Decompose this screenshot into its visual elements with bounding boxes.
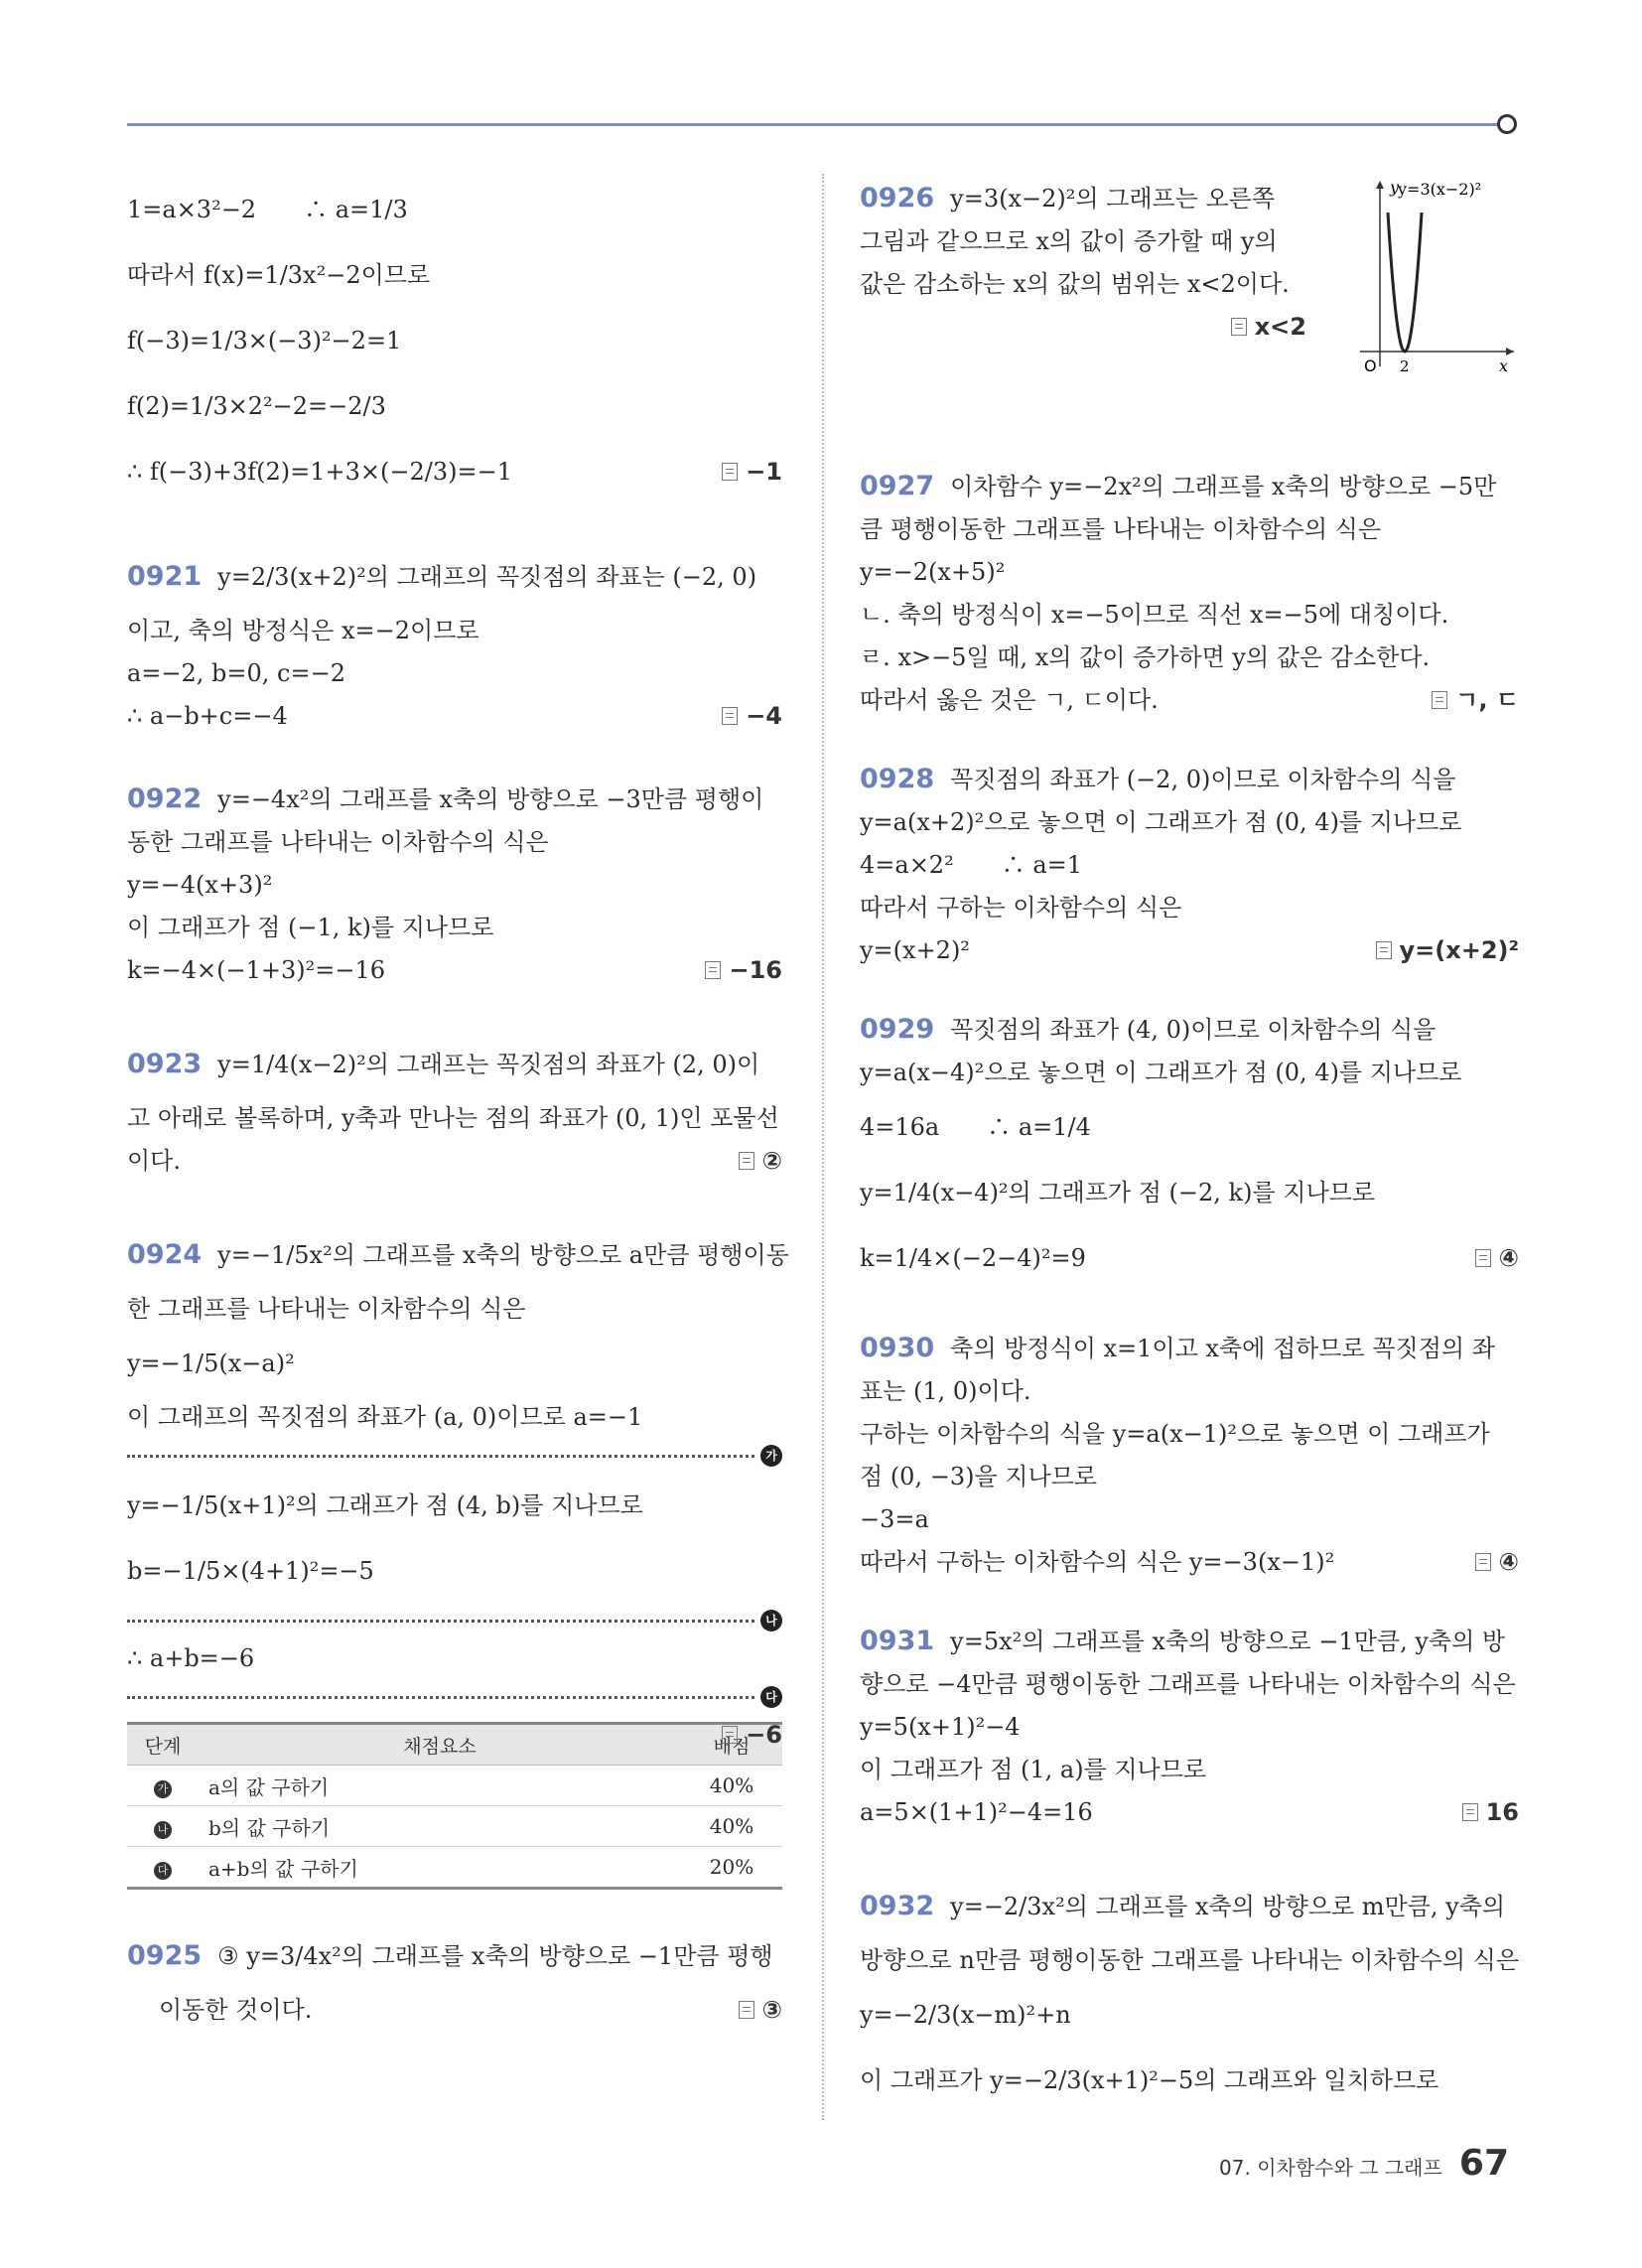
- text-line: [127, 544, 782, 610]
- text-line: y=a(x+2)²으로 놓으면 이 그래프가 점 (0, 4)를 지나므로: [860, 808, 1462, 836]
- step-marker: 가: [154, 1780, 172, 1798]
- step-marker: 가: [760, 1445, 782, 1467]
- answer: [1475, 1541, 1519, 1584]
- text-line: [860, 177, 1519, 220]
- problem-number: 0923: [127, 1049, 203, 1079]
- answer-icon: [722, 1726, 738, 1744]
- text-line: [860, 1620, 1519, 1663]
- answer-icon: [705, 961, 721, 979]
- line-text: y=5x²의 그래프를 x축의 방향으로 −1만큼, y축의 방: [950, 1628, 1506, 1655]
- text-line: 이 그래프가 y=−2/3(x+1)²−5의 그래프와 일치하므로: [860, 2066, 1439, 2094]
- problem-0926: [860, 177, 1519, 425]
- step-divider: [127, 1439, 782, 1473]
- text-line: 4=16a ∴ a=1/4: [860, 1113, 1091, 1141]
- text-line: y=−4(x+3)²: [127, 871, 273, 899]
- text-line: [860, 465, 1519, 508]
- answer: [722, 1714, 782, 1757]
- problem-number: 0926: [860, 183, 935, 213]
- table-cell: 40%: [681, 1806, 782, 1847]
- text-line: [860, 1008, 1519, 1052]
- answer-icon: [1432, 691, 1447, 709]
- text-line: 동한 그래프를 나타내는 이차함수의 식은: [127, 828, 549, 856]
- text-line: y=5(x+1)²−4: [860, 1713, 1021, 1741]
- answer-value: −4: [746, 702, 782, 730]
- text-line: a=−2, b=0, c=−2: [127, 659, 345, 687]
- problem-0930: [860, 1327, 1519, 1584]
- line-text: 축의 방정식이 x=1이고 x축에 접하므로 꼭짓점의 좌: [950, 1335, 1495, 1362]
- text-line: 점 (0, −3)을 지나므로: [860, 1463, 1097, 1490]
- line-text: 꼭짓점의 좌표가 (−2, 0)이므로 이차함수의 식을: [950, 766, 1456, 793]
- problem-0925: [127, 1923, 782, 2032]
- problem-0931: [860, 1620, 1519, 1834]
- answer-value: −16: [729, 956, 782, 984]
- table-header: 단계: [127, 1724, 199, 1766]
- problem-number: 0930: [860, 1333, 935, 1363]
- text-line: y=−2/3(x−m)²+n: [860, 2001, 1071, 2029]
- tick-label: 2: [1400, 357, 1410, 371]
- problem-number: 0924: [127, 1239, 203, 1270]
- answer-icon: [739, 1152, 754, 1170]
- text-line: 방향으로 n만큼 평행이동한 그래프를 나타내는 이차함수의 식은: [860, 1946, 1520, 1974]
- line-text: y=3(x−2)²의 그래프는 오른쪽: [950, 185, 1276, 213]
- text-line: ㄹ. x>−5일 때, x의 값이 증가하면 y의 값은 감소한다.: [860, 643, 1431, 671]
- line-text: y=−4x²의 그래프를 x축의 방향으로 −3만큼 평행이: [217, 785, 764, 813]
- answer: [1462, 1791, 1519, 1834]
- table-cell: a+b의 값 구하기: [199, 1847, 681, 1889]
- text-line: [860, 1791, 1519, 1834]
- table-cell: a의 값 구하기: [199, 1766, 681, 1806]
- text-line: y=−2(x+5)²: [860, 558, 1006, 586]
- text-line: 표는 (1, 0)이다.: [860, 1377, 1031, 1405]
- answer-value: ㄱ, ㄷ: [1455, 686, 1519, 714]
- table-header: 배점: [681, 1724, 782, 1766]
- line-text: y=2/3(x+2)²의 그래프의 꼭짓점의 좌표는 (−2, 0): [217, 563, 757, 591]
- right-column: [860, 177, 1519, 2113]
- step-marker: 나: [760, 1610, 782, 1631]
- step-divider: [127, 1604, 782, 1637]
- problem-0921: [127, 544, 782, 738]
- text-line: 향으로 −4만큼 평행이동한 그래프를 나타내는 이차함수의 식은: [860, 1670, 1516, 1698]
- text-line: ㄴ. 축의 방정식이 x=−5이므로 직선 x=−5에 대칭이다.: [860, 601, 1449, 629]
- table-cell: 40%: [681, 1766, 782, 1806]
- problem-number: 0927: [860, 471, 935, 501]
- answer-icon: [1231, 318, 1247, 336]
- line-text: 따라서 옳은 것은 ㄱ, ㄷ이다.: [860, 686, 1159, 714]
- text-line: 따라서 f(x)=1/3x²−2이므로: [127, 261, 431, 289]
- text-line: −3=a: [860, 1505, 929, 1533]
- text-line: 이고, 축의 방정식은 x=−2이므로: [127, 617, 479, 644]
- answer: [1432, 679, 1519, 722]
- text-line: [860, 1225, 1519, 1291]
- text-line: 이 그래프의 꼭짓점의 좌표가 (a, 0)이므로 a=−1: [127, 1403, 643, 1431]
- text-line: 고 아래로 볼록하며, y축과 만나는 점의 좌표가 (0, 1)인 포물선: [127, 1104, 779, 1132]
- table-row: [127, 1766, 782, 1806]
- problem-0924: [127, 1222, 789, 1890]
- text-line: [860, 758, 1519, 801]
- y-axis-label: y: [1390, 178, 1400, 197]
- problem-number: 0921: [127, 561, 203, 592]
- answer: [1376, 929, 1520, 972]
- line-text: y=1/4(x−2)²의 그래프는 꼭짓점의 좌표가 (2, 0)이: [217, 1051, 760, 1078]
- answer-icon: [1462, 1803, 1478, 1821]
- answer: [1231, 306, 1306, 349]
- text-line: [127, 1222, 789, 1288]
- line-text: a=5×(1+1)²−4=16: [860, 1798, 1093, 1826]
- text-line: [127, 1923, 782, 1989]
- problem-0932: [860, 1874, 1519, 2113]
- line-text: 꼭짓점의 좌표가 (4, 0)이므로 이차함수의 식을: [950, 1016, 1437, 1044]
- text-line: [860, 1874, 1519, 1939]
- line-text: 따라서 구하는 이차함수의 식은 y=−3(x−1)²: [860, 1548, 1335, 1576]
- text-line: f(2)=1/3×2²−2=−2/3: [127, 392, 386, 420]
- answer-value: ②: [761, 1147, 782, 1175]
- text-line: 구하는 이차함수의 식을 y=a(x−1)²으로 놓으면 이 그래프가: [860, 1420, 1490, 1448]
- text-line: f(−3)=1/3×(−3)²−2=1: [127, 327, 402, 354]
- text-line: 이 그래프가 점 (−1, k)를 지나므로: [127, 914, 494, 941]
- step-marker: 다: [760, 1686, 782, 1708]
- problem-0928: [860, 758, 1519, 972]
- problem-number: 0929: [860, 1014, 935, 1045]
- text-line: 그림과 같으므로 x의 값이 증가할 때 y의: [860, 227, 1278, 255]
- text-line: [860, 679, 1519, 722]
- answer-value: ③: [761, 1996, 782, 2024]
- text-line: y=1/4(x−4)²의 그래프가 점 (−2, k)를 지나므로: [860, 1179, 1375, 1206]
- answer-value: −1: [746, 458, 782, 486]
- problem-number: 0925: [127, 1940, 203, 1971]
- text-line: [127, 439, 782, 504]
- line-text: y=(x+2)²: [860, 936, 970, 964]
- answer-value: −6: [746, 1721, 782, 1749]
- problem-number: 0931: [860, 1626, 935, 1656]
- problem-0920-continued: [127, 177, 782, 504]
- text-line: [127, 778, 782, 821]
- text-line: y=−1/5(x+1)²의 그래프가 점 (4, b)를 지나므로: [127, 1491, 643, 1519]
- step-marker: 나: [154, 1821, 172, 1839]
- line-text: ∴ a−b+c=−4: [127, 702, 288, 730]
- line-text: k=1/4×(−2−4)²=9: [860, 1244, 1086, 1272]
- answer: [739, 1989, 782, 2032]
- text-line: 이 그래프가 점 (1, a)를 지나므로: [860, 1756, 1207, 1783]
- page-footer: [1219, 2143, 1509, 2184]
- line-text: ③ y=3/4x²의 그래프를 x축의 방향으로 −1만큼 평행: [217, 1942, 773, 1970]
- answer-value: ④: [1498, 1244, 1519, 1272]
- line-text: k=−4×(−1+3)²=−16: [127, 956, 386, 984]
- top-rule: [127, 123, 1505, 126]
- curve-label: y=3(x−2)²: [1398, 180, 1482, 199]
- text-line: [127, 949, 782, 992]
- x-axis-label: x: [1499, 356, 1509, 371]
- answer-value: x<2: [1254, 313, 1306, 341]
- answer: [739, 1140, 782, 1183]
- line-text: ∴ f(−3)+3f(2)=1+3×(−2/3)=−1: [127, 458, 512, 486]
- text-line: 큼 평행이동한 그래프를 나타내는 이차함수의 식은: [860, 515, 1382, 543]
- text-line: [127, 1140, 782, 1183]
- text-line: 한 그래프를 나타내는 이차함수의 식은: [127, 1295, 526, 1323]
- line-text: y=−2/3x²의 그래프를 x축의 방향으로 m만큼, y축의: [950, 1893, 1506, 1920]
- chapter-title: 07. 이차함수와 그 그래프: [1219, 2156, 1442, 2180]
- left-column: [127, 177, 789, 2032]
- problem-0922: [127, 778, 782, 992]
- problem-number: 0922: [127, 783, 203, 814]
- problem-number: 0928: [860, 764, 935, 794]
- answer: [1475, 1225, 1519, 1291]
- answer-icon: [722, 707, 738, 725]
- problem-0929: [860, 1008, 1519, 1291]
- problem-number: 0932: [860, 1891, 935, 1921]
- line-text: 이동한 것이다.: [159, 1996, 313, 2024]
- answer-icon: [722, 463, 738, 481]
- text-line: [127, 695, 782, 738]
- text-line: ∴ a+b=−6: [127, 1644, 255, 1672]
- answer: [705, 949, 782, 992]
- step-divider: [127, 1680, 782, 1714]
- answer-value: 16: [1485, 1798, 1519, 1826]
- text-line: b=−1/5×(4+1)²=−5: [127, 1557, 374, 1585]
- answer-icon: [1475, 1553, 1491, 1571]
- text-line: y=a(x−4)²으로 놓으면 이 그래프가 점 (0, 4)를 지나므로: [860, 1059, 1462, 1086]
- text-line: [860, 1541, 1519, 1584]
- text-line: [860, 1327, 1519, 1370]
- table-header: 채점요소: [199, 1724, 681, 1766]
- text-line: 값은 감소하는 x의 값의 범위는 x<2이다.: [860, 270, 1290, 298]
- text-line: [860, 929, 1519, 972]
- text-line: y=−1/5(x−a)²: [127, 1349, 295, 1377]
- text-line: 따라서 구하는 이차함수의 식은: [860, 894, 1182, 921]
- table-cell: b의 값 구하기: [199, 1806, 681, 1847]
- top-rule-end-dot: [1497, 114, 1517, 134]
- scoring-table: [127, 1722, 782, 1890]
- answer-icon: [739, 2001, 754, 2019]
- problem-0927: [860, 465, 1519, 722]
- answer-icon: [1376, 941, 1392, 959]
- text-line: [127, 1989, 782, 2032]
- table-row: [127, 1847, 782, 1889]
- answer-icon: [1475, 1249, 1491, 1267]
- table-row: [127, 1806, 782, 1847]
- answer: [722, 439, 782, 504]
- page-number: 67: [1458, 2143, 1509, 2184]
- answer: [722, 695, 782, 738]
- answer-value: ④: [1498, 1548, 1519, 1576]
- line-text: 이차함수 y=−2x²의 그래프를 x축의 방향으로 −5만: [950, 473, 1497, 500]
- line-text: y=−1/5x²의 그래프를 x축의 방향으로 a만큼 평행이동: [217, 1241, 789, 1269]
- line-text: 이다.: [127, 1147, 181, 1175]
- text-line: 4=a×2² ∴ a=1: [860, 851, 1083, 879]
- text-line: 1=a×3²−2 ∴ a=1/3: [127, 196, 408, 223]
- problem-0923: [127, 1032, 782, 1183]
- column-separator: [822, 174, 824, 2120]
- table-cell: 20%: [681, 1847, 782, 1889]
- text-line: [127, 1032, 782, 1097]
- origin-label: O: [1364, 356, 1377, 371]
- step-marker: 다: [154, 1862, 172, 1880]
- answer-value: y=(x+2)²: [1399, 936, 1519, 964]
